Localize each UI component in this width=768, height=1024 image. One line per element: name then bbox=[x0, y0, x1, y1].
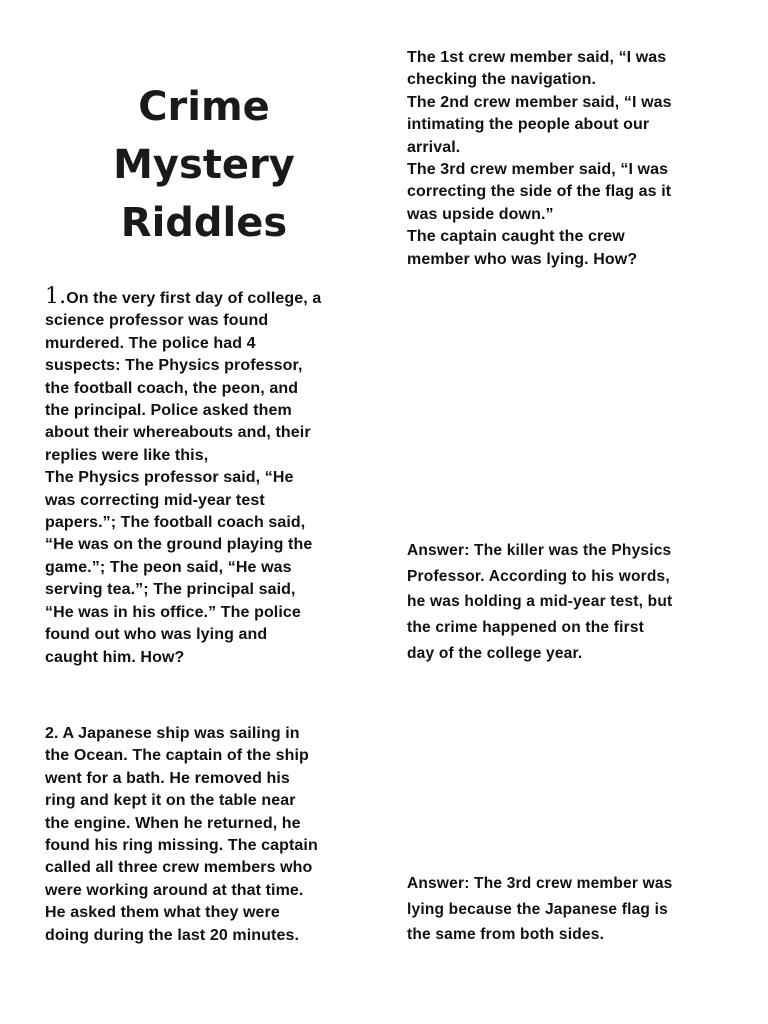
riddle-2-continued-line: The 1st crew member said, “I was bbox=[407, 49, 667, 66]
answer-1 bbox=[407, 538, 672, 667]
riddle-2-line: went for a bath. He removed his bbox=[45, 769, 290, 787]
riddle-1-line: papers.”; The football coach said, bbox=[45, 514, 306, 532]
riddle-1-first-line: On the very first day of college, a bbox=[66, 290, 322, 307]
riddle-1-line: game.”; The peon said, “He was bbox=[45, 558, 292, 576]
riddle-2-continued bbox=[407, 47, 672, 271]
title-line: Riddles bbox=[120, 200, 288, 246]
riddle-2-line: He asked them what they were bbox=[45, 904, 280, 922]
riddle-1-line: science professor was found bbox=[45, 312, 269, 330]
riddle-2-continued-line: arrival. bbox=[407, 138, 461, 156]
riddle-2-line: the Ocean. The captain of the ship bbox=[45, 747, 309, 765]
riddle-1-number: 1. bbox=[45, 284, 67, 309]
riddle-2 bbox=[45, 723, 318, 947]
riddle-1-line: murdered. The police had 4 bbox=[45, 334, 256, 352]
riddle-1-line: The Physics professor said, “He bbox=[45, 469, 294, 487]
riddle-2-line: doing during the last 20 minutes. bbox=[45, 926, 299, 944]
answer-1-line: he was holding a mid-year test, but bbox=[407, 593, 673, 611]
riddle-2-line: ring and kept it on the table near bbox=[45, 792, 296, 810]
answer-2-line: Answer: The 3rd crew member was bbox=[407, 875, 673, 892]
riddle-1-line: “He was in his office.” The police bbox=[45, 603, 301, 621]
answer-2-line: the same from both sides. bbox=[407, 926, 605, 944]
riddle-2-continued-line: member who was lying. How? bbox=[407, 250, 638, 268]
riddle-2-continued-line: The 3rd crew member said, “I was bbox=[407, 161, 669, 179]
riddle-1-line: the football coach, the peon, and bbox=[45, 379, 299, 397]
riddle-2-continued-line: intimating the people about our bbox=[407, 116, 650, 134]
title-line: Crime bbox=[138, 84, 270, 130]
riddle-2-line: called all three crew members who bbox=[45, 859, 313, 877]
riddle-2-line: were working around at that time. bbox=[45, 881, 304, 899]
riddle-1-line: caught him. How? bbox=[45, 648, 185, 666]
riddle-2-line: found his ring missing. The captain bbox=[45, 837, 318, 855]
riddle-2-continued-line: The captain caught the crew bbox=[407, 228, 625, 246]
riddle-2-continued-line: correcting the side of the flag as it bbox=[407, 183, 672, 201]
riddle-2-continued-line: The 2nd crew member said, “I was bbox=[407, 93, 672, 111]
riddle-1-line: was correcting mid-year test bbox=[45, 491, 265, 509]
riddle-1-line: found out who was lying and bbox=[45, 626, 268, 644]
answer-1-line: Professor. According to his words, bbox=[407, 567, 670, 585]
answer-1-line: the crime happened on the first bbox=[407, 619, 645, 637]
riddle-1-line: about their whereabouts and, their bbox=[45, 424, 311, 442]
answer-2 bbox=[407, 871, 673, 948]
answer-1-line: Answer: The killer was the Physics bbox=[407, 542, 672, 559]
riddle-2-line: 2. A Japanese ship was sailing in bbox=[45, 725, 300, 742]
riddle-1-line: the principal. Police asked them bbox=[45, 402, 292, 420]
title-line: Mystery bbox=[113, 142, 295, 188]
riddle-1-line bbox=[45, 286, 321, 310]
answer-1-line: day of the college year. bbox=[407, 644, 583, 662]
answer-2-line: lying because the Japanese flag is bbox=[407, 900, 668, 918]
riddle-1-line: replies were like this, bbox=[45, 446, 209, 464]
riddle-2-continued-line: checking the navigation. bbox=[407, 71, 597, 89]
riddle-1-line: serving tea.”; The principal said, bbox=[45, 581, 296, 599]
riddle-1-line: “He was on the ground playing the bbox=[45, 536, 313, 554]
riddle-2-continued-line: was upside down.” bbox=[407, 205, 554, 223]
riddle-1 bbox=[45, 286, 321, 669]
page-title bbox=[60, 78, 348, 252]
riddle-2-line: the engine. When he returned, he bbox=[45, 814, 301, 832]
riddle-1-line: suspects: The Physics professor, bbox=[45, 357, 303, 375]
